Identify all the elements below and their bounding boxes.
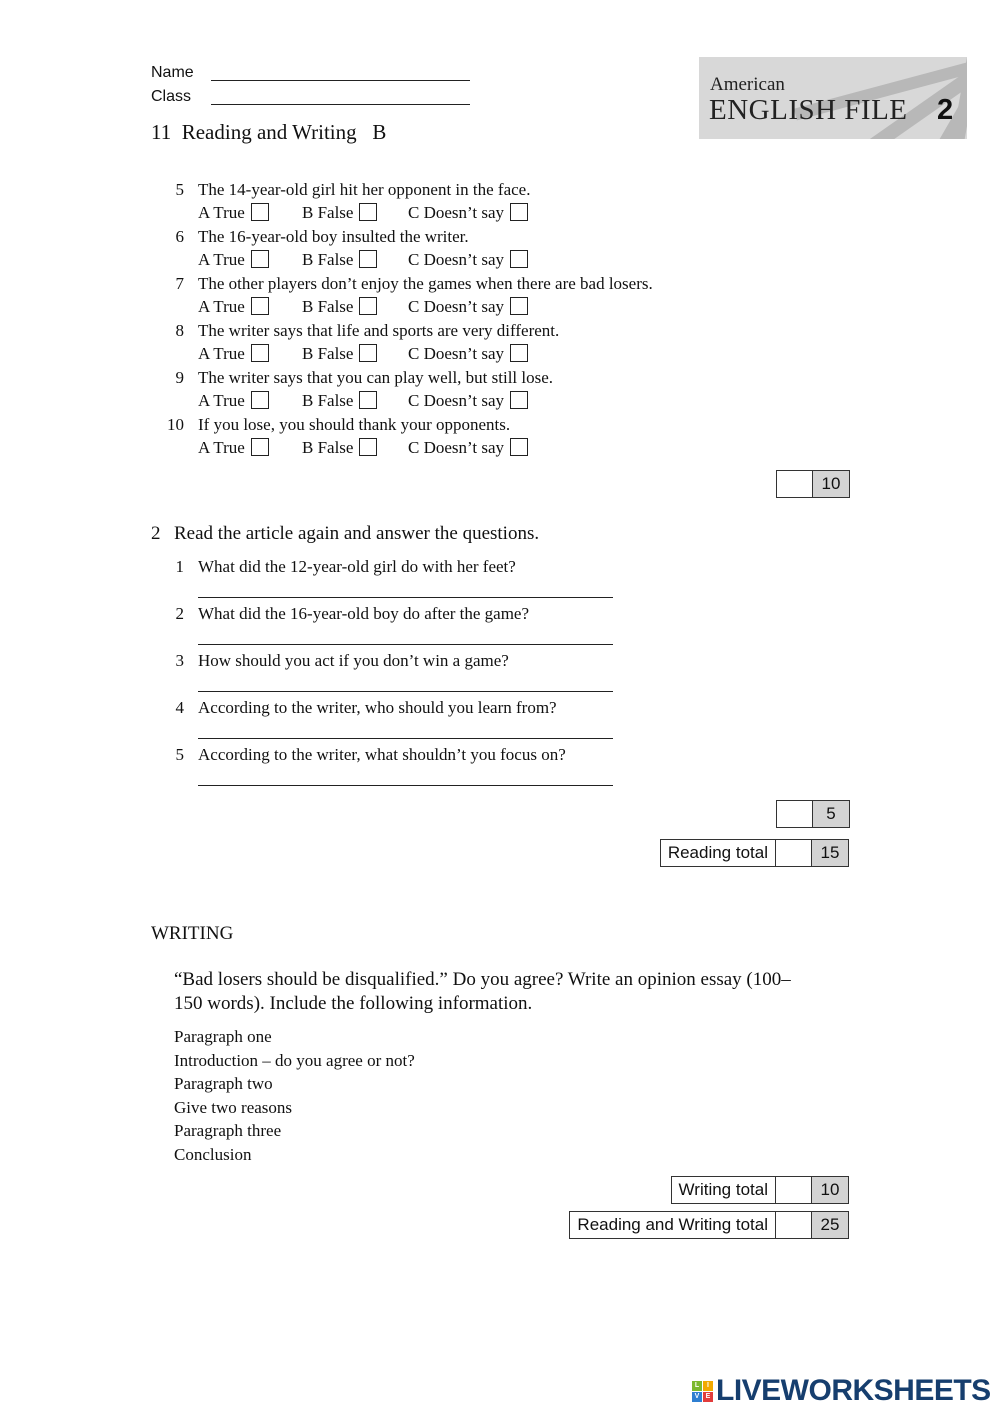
option-doesnt-say[interactable] (408, 390, 528, 412)
writing-guideline: Paragraph one (174, 1027, 272, 1046)
writing-guideline: Conclusion (174, 1144, 252, 1164)
name-field[interactable] (211, 80, 470, 81)
writing-total-box (671, 1176, 849, 1204)
writing-guideline: Paragraph two (174, 1074, 273, 1093)
checkbox-doesnt-say[interactable] (510, 438, 528, 456)
question-text: According to the writer, who should you learn from? (198, 698, 557, 717)
score-input[interactable] (777, 471, 813, 497)
option-label: C Doesn’t say (408, 391, 505, 410)
option-doesnt-say[interactable] (408, 437, 528, 459)
section-number: 2 (151, 523, 161, 544)
score-input[interactable] (776, 840, 812, 866)
option-doesnt-say[interactable] (408, 343, 528, 365)
option-label: A True (198, 203, 245, 222)
question-number: 5 (175, 745, 184, 764)
logo-text: American (710, 74, 785, 95)
question-number: 10 (167, 415, 184, 434)
option-label: B False (302, 344, 354, 363)
writing-total-label: Writing total (672, 1177, 776, 1203)
logo-level: 2 (937, 94, 954, 126)
question-text: According to the writer, what shouldn’t you focus on? (198, 745, 566, 764)
score-input[interactable] (776, 1177, 812, 1203)
score-max: 10 (812, 1177, 848, 1203)
option-label: B False (302, 438, 354, 457)
option-label: A True (198, 438, 245, 457)
live-tiles-icon: L I V E (692, 1381, 713, 1402)
answer-line[interactable] (198, 738, 613, 739)
option-label: B False (302, 391, 354, 410)
question-number: 6 (175, 227, 184, 246)
rw-total-box (569, 1211, 849, 1239)
section-instruction: Read the article again and answer the questions. (174, 523, 540, 544)
checkbox-true[interactable] (251, 344, 269, 362)
score-box-section2 (776, 800, 850, 828)
checkbox-false[interactable] (359, 344, 377, 362)
writing-prompt: 150 words). Include the following information. (174, 993, 533, 1014)
score-max: 5 (813, 801, 849, 827)
question-number: 7 (175, 274, 184, 293)
question-number: 4 (175, 698, 184, 717)
option-label: C Doesn’t say (408, 297, 505, 316)
option-doesnt-say[interactable] (408, 296, 528, 318)
question-number: 5 (175, 180, 184, 199)
name-label: Name (151, 64, 194, 81)
question-text: The writer says that you can play well, but still lose. (198, 368, 554, 387)
option-true[interactable] (198, 390, 269, 412)
reading-total-box (660, 839, 849, 867)
checkbox-doesnt-say[interactable] (510, 250, 528, 268)
score-input[interactable] (776, 1212, 812, 1238)
question-text: What did the 16-year-old boy do after the game? (198, 604, 530, 623)
option-label: C Doesn’t say (408, 438, 505, 457)
checkbox-false[interactable] (359, 203, 377, 221)
reading-total-label: Reading total (661, 840, 776, 866)
question-text: The 14-year-old girl hit her opponent in the face. (198, 180, 531, 199)
checkbox-false[interactable] (359, 297, 377, 315)
checkbox-true[interactable] (251, 250, 269, 268)
writing-guideline: Paragraph three (174, 1121, 282, 1140)
rw-total-label: Reading and Writing total (570, 1212, 776, 1238)
answer-line[interactable] (198, 785, 613, 786)
brand-text: LIVEWORKSHEETS (716, 1374, 991, 1407)
american-english-file-logo (699, 57, 967, 139)
option-false[interactable] (302, 249, 377, 271)
option-label: B False (302, 250, 354, 269)
checkbox-doesnt-say[interactable] (510, 297, 528, 315)
question-number: 2 (175, 604, 184, 623)
option-true[interactable] (198, 343, 269, 365)
question-number: 3 (175, 651, 184, 670)
page-title: 11 Reading and Writing B (151, 120, 387, 144)
option-true[interactable] (198, 296, 269, 318)
option-false[interactable] (302, 343, 377, 365)
option-label: B False (302, 297, 354, 316)
score-box-section1 (776, 470, 850, 498)
checkbox-true[interactable] (251, 391, 269, 409)
option-doesnt-say[interactable] (408, 249, 528, 271)
checkbox-doesnt-say[interactable] (510, 344, 528, 362)
option-label: C Doesn’t say (408, 344, 505, 363)
answer-line[interactable] (198, 644, 613, 645)
question-text: What did the 12-year-old girl do with her feet? (198, 557, 516, 576)
liveworksheets-logo (692, 1374, 991, 1408)
writing-guideline: Give two reasons (174, 1097, 293, 1117)
option-true[interactable] (198, 202, 269, 224)
checkbox-doesnt-say[interactable] (510, 391, 528, 409)
question-text: If you lose, you should thank your opponents. (198, 415, 511, 434)
question-number: 8 (175, 321, 184, 340)
question-text: The 16-year-old boy insulted the writer. (198, 227, 469, 246)
question-number: 1 (175, 557, 184, 576)
score-max: 25 (812, 1212, 848, 1238)
option-label: A True (198, 297, 245, 316)
score-max: 15 (812, 840, 848, 866)
checkbox-false[interactable] (359, 438, 377, 456)
checkbox-true[interactable] (251, 438, 269, 456)
answer-line[interactable] (198, 691, 613, 692)
question-number: 9 (175, 368, 184, 387)
question-text: The other players don’t enjoy the games when there are bad losers. (198, 274, 653, 293)
checkbox-true[interactable] (251, 203, 269, 221)
writing-prompt: “Bad losers should be disqualified.” Do you agree? Write an opinion essay (100– (174, 969, 791, 990)
checkbox-true[interactable] (251, 297, 269, 315)
checkbox-false[interactable] (359, 391, 377, 409)
score-input[interactable] (777, 801, 813, 827)
question-text: How should you act if you don’t win a game? (198, 651, 509, 670)
checkbox-doesnt-say[interactable] (510, 203, 528, 221)
answer-line[interactable] (198, 597, 613, 598)
logo-text: ENGLISH FILE (709, 94, 908, 126)
option-label: B False (302, 203, 354, 222)
question-text: The writer says that life and sports are very different. (198, 321, 560, 340)
option-label: C Doesn’t say (408, 250, 505, 269)
class-label: Class (151, 88, 192, 105)
option-label: A True (198, 344, 245, 363)
class-field[interactable] (211, 104, 470, 105)
option-false[interactable] (302, 390, 377, 412)
score-max: 10 (813, 471, 849, 497)
option-true[interactable] (198, 437, 269, 459)
option-false[interactable] (302, 437, 377, 459)
writing-heading: WRITING (151, 923, 234, 944)
option-true[interactable] (198, 249, 269, 271)
option-label: A True (198, 250, 245, 269)
checkbox-false[interactable] (359, 250, 377, 268)
writing-guideline: Introduction – do you agree or not? (174, 1050, 415, 1070)
option-false[interactable] (302, 296, 377, 318)
option-label: A True (198, 391, 245, 410)
option-label: C Doesn’t say (408, 203, 505, 222)
option-doesnt-say[interactable] (408, 202, 528, 224)
option-false[interactable] (302, 202, 377, 224)
